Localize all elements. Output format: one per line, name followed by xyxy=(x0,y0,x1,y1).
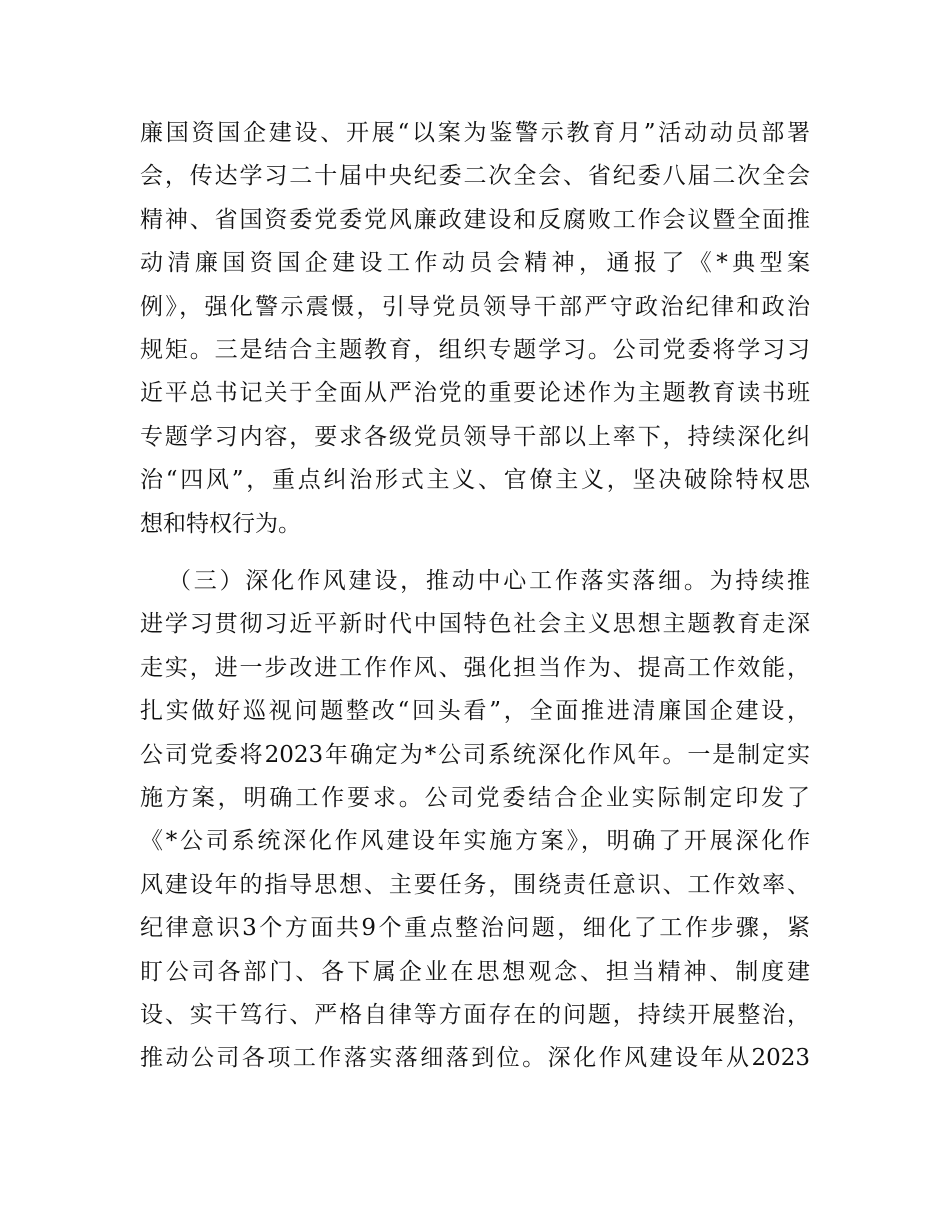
paragraph1-line: 动清廉国资国企建设工作动员会精神，通报了《*典型案 xyxy=(140,250,810,277)
paragraph2-line: 盯公司各部门、各下属企业在思想观念、担当精神、制度建 xyxy=(140,958,810,985)
paragraph2-line: 进学习贯彻习近平新时代中国特色社会主义思想主题教育走深 xyxy=(140,611,810,638)
paragraph2-line: 纪律意识3个方面共9个重点整治问题，细化了工作步骤，紧 xyxy=(140,915,810,942)
paragraph2-line: 扎实做好巡视问题整改“回头看”，全面推进清廉国企建设， xyxy=(140,698,810,725)
paragraph1-line: 例》，强化警示震慑，引导党员领导干部严守政治纪律和政治 xyxy=(140,293,810,320)
paragraph1-line: 规矩。三是结合主题教育，组织专题学习。公司党委将学习习 xyxy=(140,337,810,363)
paragraph2-line: 走实，进一步改进工作作风、强化担当作为、提高工作效能， xyxy=(140,654,810,681)
paragraph1-line: 精神、省国资委党委党风廉政建设和反腐败工作会议暨全面推 xyxy=(140,206,810,233)
paragraph1-line: 会，传达学习二十届中央纪委二次全会、省纪委八届二次全会 xyxy=(140,163,810,190)
paragraph2-line: 风建设年的指导思想、主要任务，围绕责任意识、工作效率、 xyxy=(140,871,810,898)
paragraph2-line: 公司党委将2023年确定为*公司系统深化作风年。一是制定实 xyxy=(140,741,810,768)
paragraph2-line: 《*公司系统深化作风建设年实施方案》，明确了开展深化作 xyxy=(140,828,810,855)
paragraph1-line: 近平总书记关于全面从严治党的重要论述作为主题教育读书班 xyxy=(140,380,810,407)
paragraph1-line: 廉国资国企建设、开展“以案为鉴警示教育月”活动动员部署 xyxy=(140,120,810,146)
paragraph1-line: 想和特权行为。 xyxy=(140,510,301,537)
paragraph1-line: 专题学习内容，要求各级党员领导干部以上率下，持续深化纠 xyxy=(140,423,810,450)
paragraph2-line: 推动公司各项工作落实落细落到位。深化作风建设年从2023 xyxy=(140,1045,810,1072)
paragraph2-line: （三）深化作风建设，推动中心工作落实落细。为持续推 xyxy=(168,568,810,594)
paragraph1-line: 治“四风”，重点纠治形式主义、官僚主义，坚决破除特权思 xyxy=(140,467,810,494)
paragraph2-line: 施方案，明确工作要求。公司党委结合企业实际制定印发了 xyxy=(140,785,810,811)
paragraph2-line: 设、实干笃行、严格自律等方面存在的问题，持续开展整治， xyxy=(140,1002,810,1028)
